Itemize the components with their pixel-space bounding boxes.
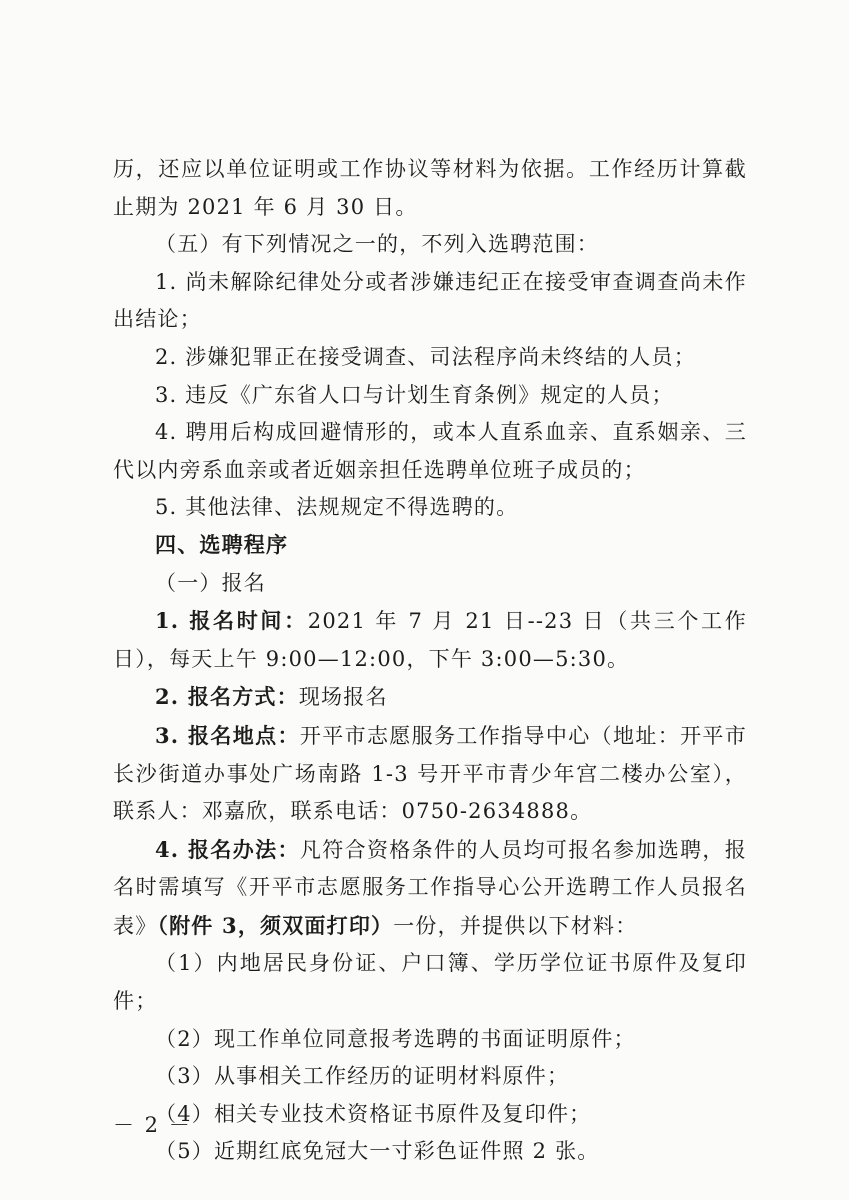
registration-time (113, 602, 747, 678)
material-item: （2）现工作单位同意报考选聘的书面证明原件； (155, 1026, 636, 1051)
material-item: （1）内地居民身份证、户口簿、学历学位证书原件及复印件； (113, 951, 747, 1014)
material-item: （3）从事相关工作经历的证明材料原件； (155, 1064, 570, 1089)
section-heading: 四、选聘程序 (155, 532, 289, 557)
paragraph: （五）有下列情况之一的，不列入选聘范围： (155, 232, 599, 257)
registration-method (113, 678, 747, 717)
registration-location (113, 717, 747, 831)
list-item: 2. 涉嫌犯罪正在接受调查、司法程序尚未终结的人员； (155, 344, 696, 369)
item-label: 2. 报名方式： (155, 684, 299, 710)
list-item: 4. 聘用后构成回避情形的，或本人直系血亲、直系姻亲、三代以内旁系血亲或者近姻亲担任选聘单位班子成员的； (113, 420, 747, 482)
item-label: 3. 报名地点： (155, 722, 300, 748)
item-text: 凡符合资格条件的人员均可报名参加选聘，报名时需填写《开平市志愿服务工作指导心公开选聘工作人员报名表》 (113, 837, 748, 938)
registration-procedure (113, 831, 747, 946)
list-item: 3. 违反《广东省人口与计划生育条例》规定的人员； (155, 382, 674, 407)
material-item: （5）近期红底免冠大一寸彩色证件照 2 张。 (155, 1139, 600, 1164)
item-text: 2021 年 7 月 21 日--23 日（共三个工作日），每天上午 9:00—12:00，下午 3:00—5:30。 (113, 609, 748, 671)
list-item: 1. 尚未解除纪律处分或者涉嫌违纪正在接受审查调查尚未作出结论； (113, 269, 747, 332)
item-text: 现场报名 (298, 685, 388, 710)
item-text: 一份，并提供以下材料： (393, 913, 638, 938)
paragraph: 历，还应以单位证明或工作协议等材料为依据。工作经历计算截止期为 2021 年 6 月 30 日。 (113, 157, 747, 219)
item-label: 4. 报名办法： (155, 836, 300, 862)
list-item: 5. 其他法律、法规规定不得选聘的。 (155, 495, 519, 520)
sub-heading: （一）报名 (155, 570, 266, 595)
item-text: 开平市志愿服务工作指导中心（地址：开平市长沙街道办事处广场南路 1-3 号开平市青少年宫二楼办公室），联系人：邓嘉欣，联系电话：0750-2634888。 (113, 723, 748, 824)
item-label: 1. 报名时间： (155, 608, 308, 634)
material-item: （4）相关专业技术资格证书原件及复印件； (155, 1101, 592, 1126)
document-body (113, 151, 747, 1171)
page-number: － 2 － (113, 1113, 192, 1137)
item-emphasis: （附件 3，须双面打印） (157, 912, 394, 938)
